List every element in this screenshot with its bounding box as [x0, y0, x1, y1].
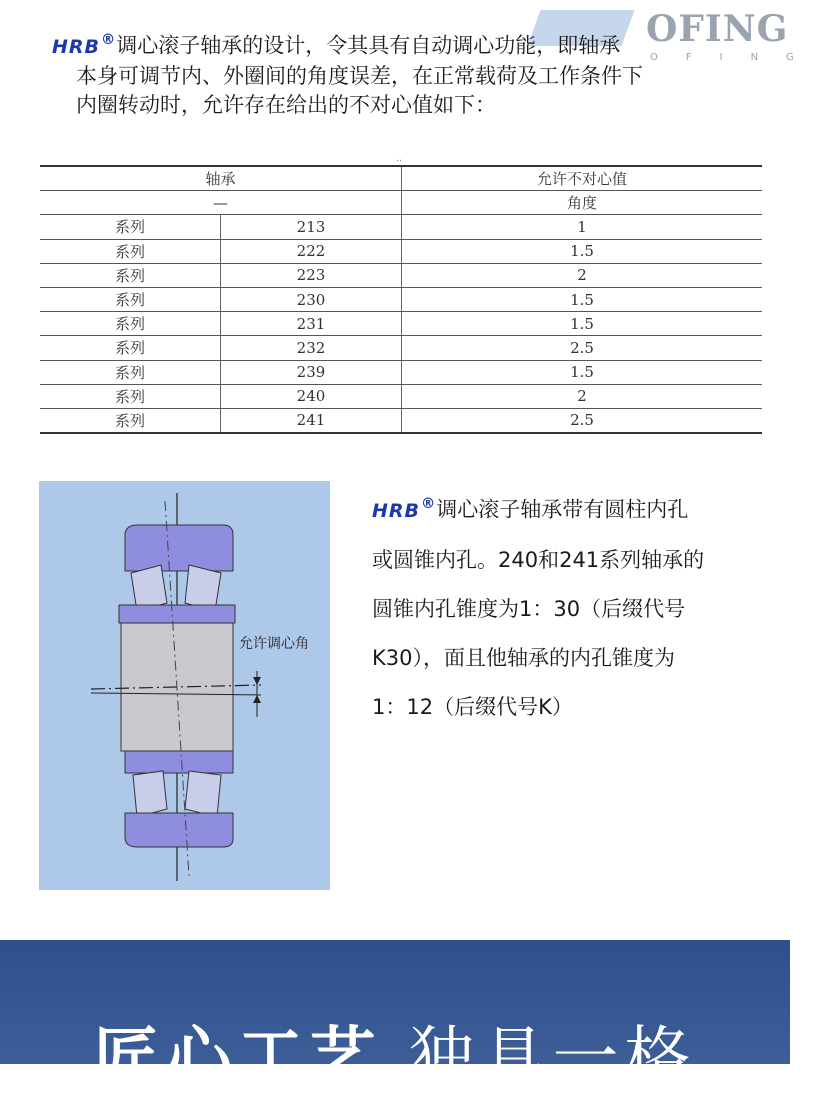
cell-label: 系列	[40, 263, 221, 287]
intro-line-3: 内圈转动时，允许存在给出的不对心值如下：	[76, 92, 496, 117]
cell-angle: 1	[402, 215, 763, 239]
desc-line-4: K30），面且他轴承的内孔锥度为	[372, 645, 675, 670]
cell-label: 系列	[40, 336, 221, 360]
table-row	[40, 263, 762, 287]
roller-top-right	[185, 565, 221, 611]
cell-series: 231	[221, 312, 402, 336]
desc-line-5: 1：12（后缀代号K）	[372, 694, 573, 719]
arrow-up-icon	[253, 695, 261, 703]
cell-series: 230	[221, 287, 402, 311]
table-row	[40, 408, 762, 433]
cell-series: 239	[221, 360, 402, 384]
cell-label: 系列	[40, 408, 221, 433]
bearing-diagram	[39, 481, 330, 890]
roller-bottom-right	[185, 771, 221, 817]
table-row	[40, 360, 762, 384]
table-row	[40, 215, 762, 239]
footer-banner	[0, 940, 790, 1096]
slogan-bold: 匠心工艺	[93, 1019, 382, 1096]
intro-line-1: HRB®调心滚子轴承的设计，令其具有自动调心功能，即轴承	[52, 32, 621, 58]
outer-ring-top	[125, 525, 233, 571]
misalignment-table	[40, 165, 762, 434]
cell-series: 223	[221, 263, 402, 287]
header-misalignment: 允许不对心值	[402, 166, 763, 191]
intro-paragraph	[52, 26, 732, 120]
cell-series: 232	[221, 336, 402, 360]
subheader-bearing: —	[40, 191, 402, 215]
desc-line-2: 或圆锥内孔。240和241系列轴承的	[372, 547, 705, 572]
arrow-down-icon	[253, 677, 261, 685]
cell-angle: 1.5	[402, 239, 763, 263]
description-paragraph	[372, 480, 772, 732]
desc-line-1: HRB®调心滚子轴承带有圆柱内孔	[372, 496, 689, 522]
cell-label: 系列	[40, 287, 221, 311]
watermark-sub: OFING	[650, 52, 822, 63]
cell-angle: 1.5	[402, 360, 763, 384]
hrb-logo: HRB®	[52, 32, 117, 58]
table-row	[40, 336, 762, 360]
cell-series: 213	[221, 215, 402, 239]
inner-ring-bottom	[125, 751, 233, 773]
cell-series: 240	[221, 384, 402, 408]
cell-angle: 2	[402, 263, 763, 287]
cell-label: 系列	[40, 239, 221, 263]
table-header-row	[40, 166, 762, 191]
cell-angle: 1.5	[402, 287, 763, 311]
header-bearing: 轴承	[40, 166, 402, 191]
cell-label: 系列	[40, 215, 221, 239]
cell-label: 系列	[40, 384, 221, 408]
intro-line-2: 本身可调节内、外圈间的角度误差，在正常载荷及工作条件下	[76, 63, 643, 88]
desc-line-3: 圆锥内孔锥度为1：30（后缀代号	[372, 596, 686, 621]
cell-angle: 2.5	[402, 408, 763, 433]
outer-ring-bottom	[125, 813, 233, 847]
cell-series: 222	[221, 239, 402, 263]
slogan-rest: 独具一格	[408, 1019, 697, 1096]
cell-angle: 2	[402, 384, 763, 408]
watermark-word: OFING	[646, 8, 789, 50]
table-subheader-row	[40, 191, 762, 215]
table-row	[40, 239, 762, 263]
cell-label: 系列	[40, 360, 221, 384]
cell-series: 241	[221, 408, 402, 433]
table-dot-mark: ··	[396, 156, 403, 167]
slogan	[0, 1004, 790, 1099]
table-row	[40, 384, 762, 408]
bearing-cross-section	[39, 481, 330, 890]
cell-angle: 2.5	[402, 336, 763, 360]
angle-label: 允许调心角	[239, 636, 309, 652]
subheader-angle: 角度	[402, 191, 763, 215]
inner-ring-top	[119, 605, 235, 623]
roller-bottom-left	[133, 771, 167, 817]
table-row	[40, 312, 762, 336]
roller-top-left	[131, 565, 167, 611]
hrb-logo-2: HRB®	[372, 496, 437, 522]
cell-label: 系列	[40, 312, 221, 336]
cell-angle: 1.5	[402, 312, 763, 336]
table-row	[40, 287, 762, 311]
